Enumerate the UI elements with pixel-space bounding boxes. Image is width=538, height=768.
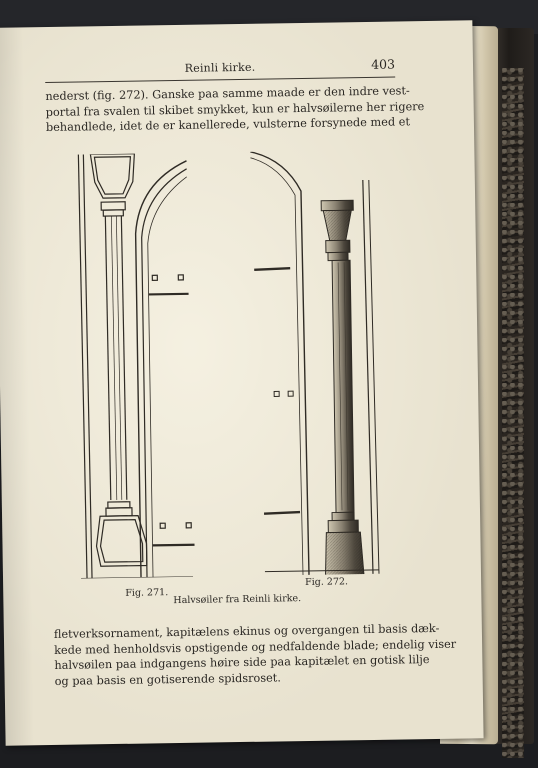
figure-caption: Halvsøiler fra Reinli kirke. [173,593,302,607]
book-cover-edge [492,28,534,744]
text-line: halvsøilen paa indgangens høire side paa kapitælet en gotisk lilje [54,653,430,672]
text-line: kede med henholdsvis opstigende og nedfaldende blade; endelig viser [54,637,457,657]
text-line: fletverksornament, kapitælens ekinus og overgangen til basis dæk- [53,621,440,641]
paragraph-top [45,83,425,135]
running-title: Reinli kirke. [184,60,256,75]
fig271-drawing [74,153,195,579]
text-line: nederst (fig. 272). Ganske paa samme maade er den indre vest- [45,84,410,104]
running-header [45,57,395,83]
fig272-drawing [250,150,379,579]
book-page [0,20,484,745]
text-line: behandlede, idet de er kanellerede, vulsterne forsynede med et [45,115,411,135]
column-illustration [74,150,381,579]
paragraph-bottom [53,621,457,689]
page-number: 403 [371,56,396,72]
marbled-binding [502,68,524,758]
text-line: og paa basis en gotiserende spidsroset. [54,670,281,688]
figure-half-columns [74,150,381,607]
figure-272-label: Fig. 272. [305,576,349,589]
figure-271-label: Fig. 271. [125,587,169,599]
text-line: portal fra svalen til skibet smykket, kun er halvsøilerne her rigere [45,99,425,119]
